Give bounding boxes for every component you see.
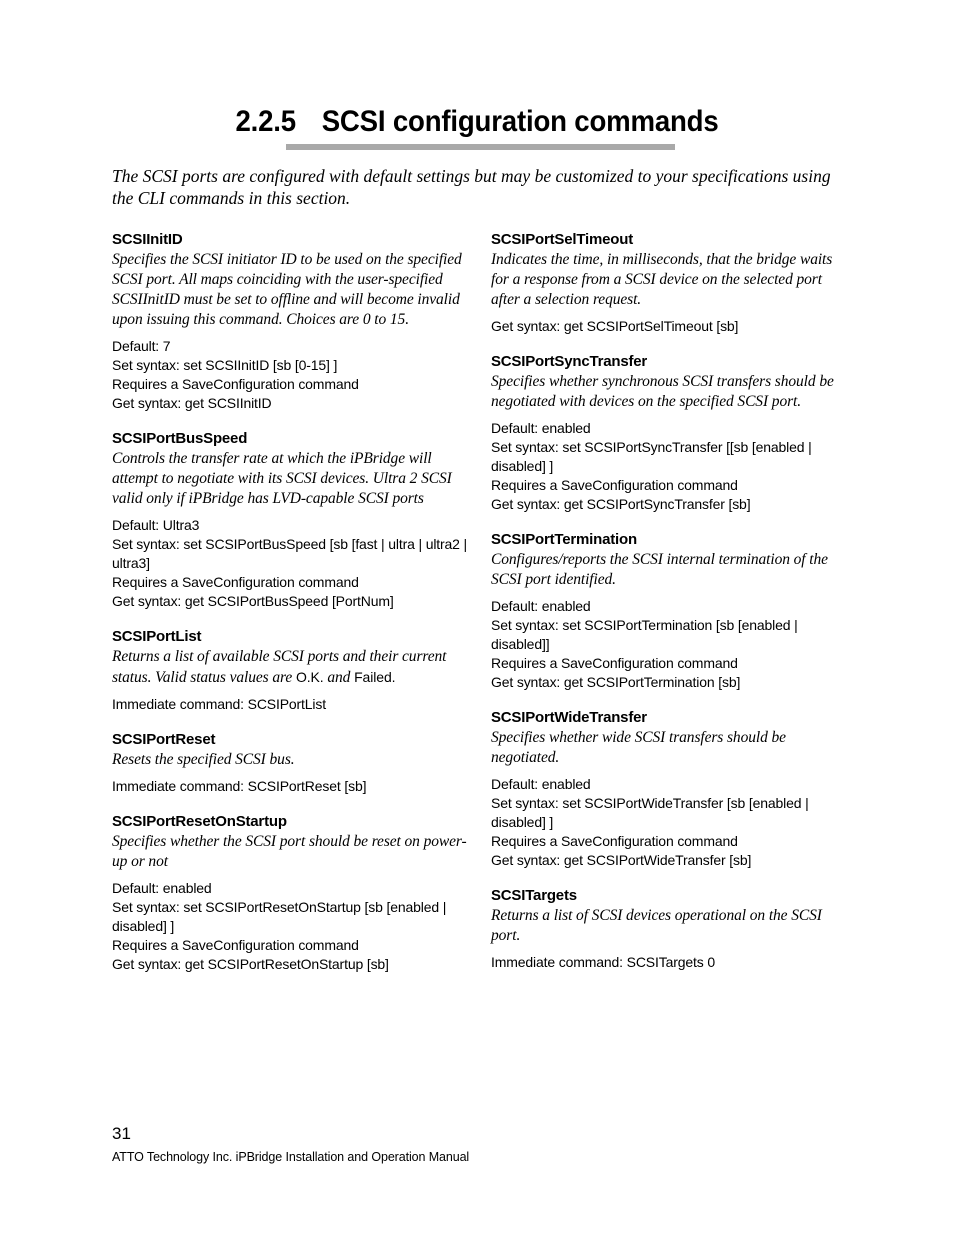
- command-title: SCSIPortReset: [112, 731, 216, 748]
- command-section-scsiportbusspeed: [112, 429, 472, 611]
- syntax-line: Get syntax: get SCSIPortSelTimeout [sb]: [491, 318, 739, 334]
- command-description: Resets the specified SCSI bus.: [112, 751, 295, 768]
- syntax-line: Get syntax: get SCSIPortBusSpeed [PortNum]: [112, 593, 394, 609]
- command-syntax-list: [112, 516, 472, 611]
- syntax-line: Immediate command: SCSIPortList: [112, 696, 326, 712]
- command-syntax-list: [112, 337, 472, 413]
- description-conjunction: and: [327, 669, 351, 686]
- command-title: SCSIPortSelTimeout: [491, 231, 633, 248]
- syntax-line: Set syntax: set SCSIPortTermination [sb [enabled | disabled]]: [491, 617, 798, 652]
- page-number: 31: [112, 1124, 131, 1143]
- syntax-line: Immediate command: SCSIPortReset [sb]: [112, 778, 367, 794]
- command-section-scsitargets: [491, 886, 843, 972]
- syntax-line: Requires a SaveConfiguration command: [112, 937, 359, 953]
- command-syntax-list: [491, 775, 843, 870]
- syntax-line: Set syntax: set SCSIPortSyncTransfer [[sb [enabled | disabled] ]: [491, 439, 812, 474]
- command-description: Specifies whether wide SCSI transfers should be negotiated.: [491, 729, 786, 766]
- command-syntax-list: [491, 953, 843, 972]
- command-syntax-list: [112, 879, 472, 974]
- syntax-line: Immediate command: SCSITargets 0: [491, 954, 715, 970]
- syntax-line: Default: 7: [112, 338, 171, 354]
- page-title: [38, 100, 916, 144]
- syntax-line: Default: enabled: [112, 880, 212, 896]
- left-column: [112, 230, 472, 990]
- syntax-line: Default: enabled: [491, 776, 591, 792]
- syntax-line: Default: enabled: [491, 598, 591, 614]
- command-section-scsiportsynctransfer: [491, 352, 843, 514]
- command-title: SCSIInitID: [112, 231, 183, 248]
- description-text: Returns a list of available SCSI ports and their current status. Valid status values are: [112, 648, 447, 686]
- command-title: SCSITargets: [491, 887, 577, 904]
- command-description: Specifies whether synchronous SCSI transfers should be negotiated with devices on the specified SCSI port.: [491, 373, 834, 410]
- syntax-line: Requires a SaveConfiguration command: [112, 376, 359, 392]
- title-underline-rule: [286, 144, 675, 150]
- command-section-scsiinitid: [112, 230, 472, 413]
- command-title: SCSIPortTermination: [491, 531, 637, 548]
- command-description: Indicates the time, in milliseconds, that the bridge waits for a response from a SCSI device on the selected port after a selection request.: [491, 251, 833, 308]
- command-description: Configures/reports the SCSI internal termination of the SCSI port identified.: [491, 551, 828, 588]
- command-syntax-list: [491, 419, 843, 514]
- section-title: SCSI configuration commands: [321, 105, 719, 138]
- command-description: [112, 647, 472, 688]
- command-section-scsiportwidetransfer: [491, 708, 843, 870]
- syntax-line: Get syntax: get SCSIPortResetOnStartup [sb]: [112, 956, 389, 972]
- syntax-line: Requires a SaveConfiguration command: [491, 833, 738, 849]
- command-section-scsiportresetonstartup: [112, 812, 472, 974]
- syntax-line: Set syntax: set SCSIPortBusSpeed [sb [fast | ultra | ultra2 | ultra3]: [112, 536, 468, 571]
- command-title: SCSIPortSyncTransfer: [491, 353, 648, 370]
- syntax-line: Get syntax: get SCSIPortWideTransfer [sb]: [491, 852, 752, 868]
- command-syntax-list: [112, 695, 472, 714]
- status-value-failed: Failed.: [354, 669, 396, 685]
- command-description: Specifies whether the SCSI port should be reset on power-up or not: [112, 833, 467, 870]
- syntax-line: Default: enabled: [491, 420, 591, 436]
- command-syntax-list: [112, 777, 472, 796]
- syntax-line: Get syntax: get SCSIPortSyncTransfer [sb]: [491, 496, 751, 512]
- command-title: SCSIPortList: [112, 628, 202, 645]
- intro-paragraph: The SCSI ports are configured with default settings but may be customized to your specifications using the CLI commands in this section.: [112, 166, 831, 208]
- command-section-scsiportseltimeout: [491, 230, 843, 336]
- command-syntax-list: [491, 317, 843, 336]
- command-description: Returns a list of SCSI devices operational on the SCSI port.: [491, 907, 822, 944]
- section-number: 2.2.5: [235, 105, 296, 138]
- syntax-line: Set syntax: set SCSIPortWideTransfer [sb [enabled | disabled] ]: [491, 795, 809, 830]
- command-section-scsiportlist: [112, 627, 472, 714]
- syntax-line: Get syntax: get SCSIInitID: [112, 395, 272, 411]
- command-description: Specifies the SCSI initiator ID to be used on the specified SCSI port. All maps coinciding with the user-specified SCSIInitID must be set to offline and will become invalid upon issuing this command. Choices are 0 to 15.: [112, 251, 462, 328]
- command-title: SCSIPortBusSpeed: [112, 430, 248, 447]
- command-section-scsiporttermination: [491, 530, 843, 692]
- command-section-scsiportreset: [112, 730, 472, 796]
- status-value-ok: O.K.: [295, 669, 324, 685]
- command-description: Controls the transfer rate at which the iPBridge will attempt to negotiate with its SCSI devices. Ultra 2 SCSI valid only if iPBridge has LVD-capable SCSI ports: [112, 450, 452, 507]
- syntax-line: Set syntax: set SCSIPortResetOnStartup [sb [enabled | disabled] ]: [112, 899, 447, 934]
- syntax-line: Requires a SaveConfiguration command: [112, 574, 359, 590]
- syntax-line: Get syntax: get SCSIPortTermination [sb]: [491, 674, 741, 690]
- footer-text: ATTO Technology Inc. iPBridge Installation and Operation Manual: [112, 1150, 470, 1164]
- command-title: SCSIPortResetOnStartup: [112, 813, 287, 830]
- syntax-line: Set syntax: set SCSIInitID [sb [0-15] ]: [112, 357, 338, 373]
- syntax-line: Requires a SaveConfiguration command: [491, 655, 738, 671]
- command-syntax-list: [491, 597, 843, 692]
- syntax-line: Default: Ultra3: [112, 517, 200, 533]
- command-title: SCSIPortWideTransfer: [491, 709, 647, 726]
- syntax-line: Requires a SaveConfiguration command: [491, 477, 738, 493]
- right-column: [491, 230, 843, 988]
